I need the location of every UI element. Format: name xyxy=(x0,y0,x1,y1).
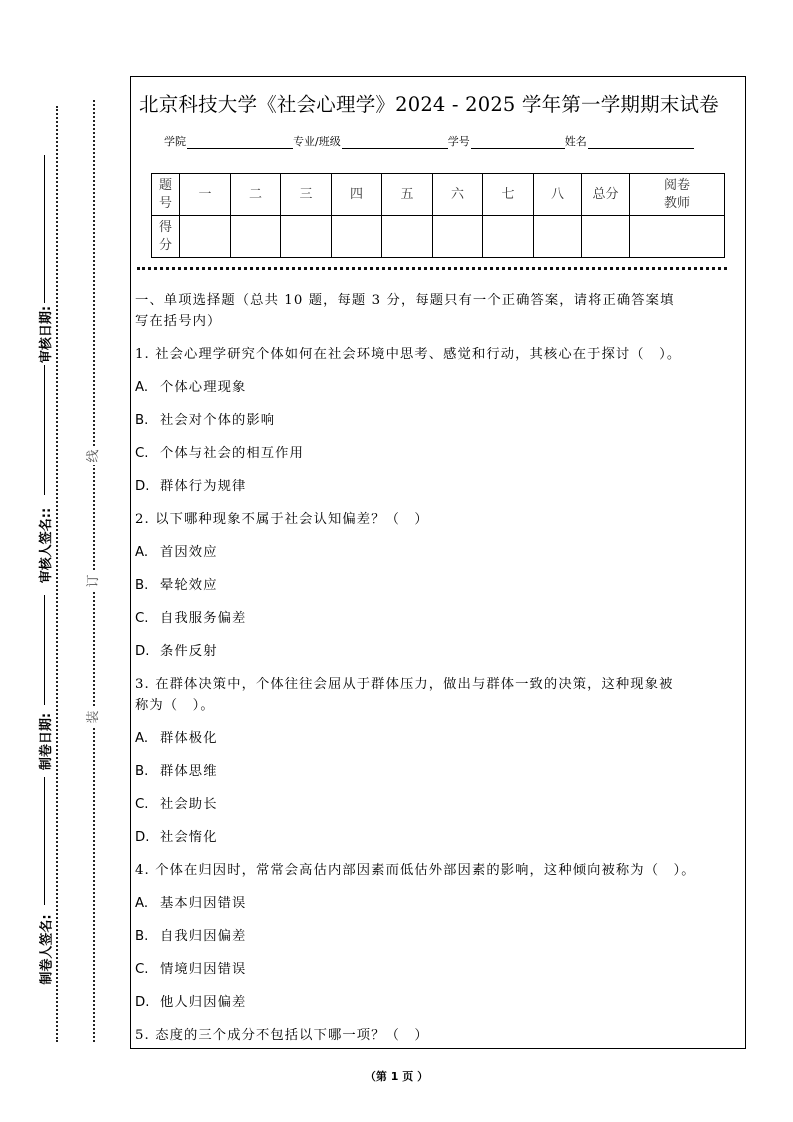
section-divider xyxy=(137,267,727,270)
question-4-option-b[interactable]: B. 自我归因偏差 xyxy=(135,929,247,944)
question-2-option-b[interactable]: B. 晕轮效应 xyxy=(135,578,218,593)
name-label: 姓名 xyxy=(564,135,587,148)
grader-header: 阅卷 教师 xyxy=(630,174,725,216)
question-1-option-b[interactable]: B. 社会对个体的影响 xyxy=(135,413,276,428)
score-row-header: 得 分 xyxy=(152,216,180,258)
column-header: 四 xyxy=(332,174,382,216)
total-score-cell[interactable] xyxy=(582,216,630,258)
score-table-header-row xyxy=(152,174,725,216)
preparer-signature-label: 制卷人签名: xyxy=(39,913,55,985)
question-2-stem: 2. 以下哪种现象不属于社会认知偏差？（ ） xyxy=(135,512,429,527)
question-1-stem: 1. 社会心理学研究个体如何在社会环境中思考、感觉和行动，其核心在于探讨（ ）。 xyxy=(135,347,682,362)
score-cell[interactable] xyxy=(433,216,483,258)
score-cell[interactable] xyxy=(281,216,332,258)
question-4-option-a[interactable]: A. 基本归因错误 xyxy=(135,896,247,911)
question-5-stem: 5. 态度的三个成分不包括以下哪一项？（ ） xyxy=(135,1028,429,1043)
grader-cell[interactable] xyxy=(630,216,725,258)
question-3-stem-cont: 称为（ ）。 xyxy=(135,698,215,713)
question-3-option-b[interactable]: B. 群体思维 xyxy=(135,764,218,779)
question-1-option-d[interactable]: D. 群体行为规律 xyxy=(135,479,247,494)
question-number-header: 题 号 xyxy=(152,174,180,216)
score-cell[interactable] xyxy=(332,216,382,258)
score-table-score-row xyxy=(152,216,725,258)
question-1-option-a[interactable]: A. 个体心理现象 xyxy=(135,380,247,395)
question-3-stem: 3. 在群体决策中，个体往往会屈从于群体压力，做出与群体一致的决策，这种现象被 xyxy=(135,677,674,692)
question-section xyxy=(135,291,741,1059)
section-heading: 一、单项选择题（总共 10 题，每题 3 分，每题只有一个正确答案，请将正确答案填 xyxy=(135,293,675,308)
score-cell[interactable] xyxy=(483,216,534,258)
review-date-label: 审核日期: xyxy=(39,305,55,363)
cut-mark-ding: 订 xyxy=(85,572,103,590)
student-id-input[interactable] xyxy=(471,136,565,149)
cut-mark-xian: 线 xyxy=(85,447,103,465)
question-4-option-c[interactable]: C. 情境归因错误 xyxy=(135,962,247,977)
preparer-signature-field[interactable] xyxy=(44,777,45,905)
question-4-stem: 4. 个体在归因时，常常会高估内部因素而低估外部因素的影响，这种倾向被称为（ ）。 xyxy=(135,863,696,878)
college-label: 学院 xyxy=(164,135,186,148)
exam-frame xyxy=(130,76,746,1049)
reviewer-signature-label: 审核人签名:: xyxy=(39,507,55,583)
review-date-field[interactable] xyxy=(44,155,45,303)
column-header: 七 xyxy=(483,174,534,216)
question-3-option-c[interactable]: C. 社会助长 xyxy=(135,797,218,812)
question-3-option-a[interactable]: A. 群体极化 xyxy=(135,731,218,746)
score-cell[interactable] xyxy=(534,216,582,258)
question-1-option-c[interactable]: C. 个体与社会的相互作用 xyxy=(135,446,304,461)
section-heading-cont: 写在括号内） xyxy=(135,314,222,329)
reviewer-signature-field[interactable] xyxy=(44,365,45,495)
name-input[interactable] xyxy=(588,136,694,149)
column-header: 八 xyxy=(534,174,582,216)
score-table xyxy=(151,173,725,258)
score-cell[interactable] xyxy=(231,216,281,258)
question-2-option-a[interactable]: A. 首因效应 xyxy=(135,545,218,560)
column-header: 二 xyxy=(231,174,281,216)
question-2-option-d[interactable]: D. 条件反射 xyxy=(135,644,218,659)
score-cell[interactable] xyxy=(180,216,231,258)
binding-dotted-line-outer xyxy=(93,100,95,1042)
college-input[interactable] xyxy=(187,136,293,149)
exam-title: 北京科技大学《社会心理学》2024 - 2025 学年第一学期期末试卷 xyxy=(139,93,719,116)
major-class-label: 专业/班级 xyxy=(293,135,341,148)
column-header: 六 xyxy=(433,174,483,216)
page-number: （第 1 页 ） xyxy=(364,1070,429,1083)
total-score-header: 总分 xyxy=(582,174,630,216)
student-id-label: 学号 xyxy=(447,135,470,148)
binding-dotted-line-inner xyxy=(56,106,58,1042)
score-cell[interactable] xyxy=(382,216,433,258)
question-4-option-d[interactable]: D. 他人归因偏差 xyxy=(135,995,247,1010)
question-3-option-d[interactable]: D. 社会惰化 xyxy=(135,830,218,845)
paper-date-label: 制卷日期: xyxy=(39,712,55,770)
student-info-row xyxy=(164,133,694,149)
paper-date-field[interactable] xyxy=(44,595,45,705)
column-header: 五 xyxy=(382,174,433,216)
column-header: 一 xyxy=(180,174,231,216)
question-2-option-c[interactable]: C. 自我服务偏差 xyxy=(135,611,247,626)
column-header: 三 xyxy=(281,174,332,216)
cut-mark-zhuang: 装 xyxy=(85,708,103,726)
major-class-input[interactable] xyxy=(342,136,448,149)
